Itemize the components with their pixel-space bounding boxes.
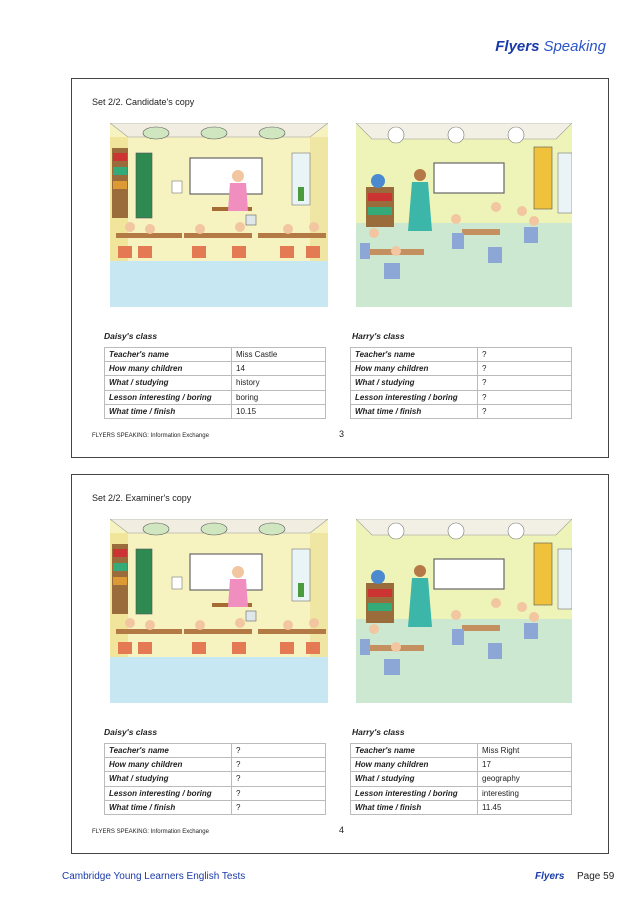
row-label: Lesson interesting / boring [105, 390, 232, 404]
card-footer: FLYERS SPEAKING: Information Exchange [92, 433, 209, 439]
table-row [105, 800, 326, 814]
row-value: ? [478, 362, 572, 376]
row-value: ? [232, 744, 326, 758]
table-row [351, 404, 572, 418]
card-page-number: 3 [339, 429, 345, 439]
row-label: What / studying [351, 376, 478, 390]
card-footer: FLYERS SPEAKING: Information Exchange [92, 829, 209, 835]
row-label: How many children [105, 758, 232, 772]
table-row [351, 348, 572, 362]
set-label: Set 2/2. Examiner's copy [92, 493, 192, 503]
row-label: How many children [351, 362, 478, 376]
info-card-candidate [71, 78, 609, 458]
row-label: Lesson interesting / boring [351, 786, 478, 800]
table-row [105, 786, 326, 800]
table-row [351, 376, 572, 390]
table-row [351, 800, 572, 814]
set-label: Set 2/2. Candidate's copy [92, 97, 195, 107]
row-value: ? [478, 390, 572, 404]
table-row [351, 786, 572, 800]
row-value: 10.15 [232, 404, 326, 418]
row-value: ? [478, 376, 572, 390]
row-value: ? [232, 800, 326, 814]
row-value: ? [478, 348, 572, 362]
harry-info-table [350, 743, 572, 815]
row-label: How many children [351, 758, 478, 772]
table-row [351, 362, 572, 376]
daisy-info-table [104, 347, 326, 419]
harry-class-illustration [356, 123, 572, 307]
harry-info-table [350, 347, 572, 419]
harry-class-title: Harry's class [352, 727, 405, 737]
row-label: Teacher's name [351, 348, 478, 362]
page-number: Page 59 [577, 871, 615, 882]
row-label: What time / finish [105, 800, 232, 814]
row-value: ? [478, 404, 572, 418]
row-label: What / studying [105, 376, 232, 390]
table-row [351, 758, 572, 772]
row-value: Miss Castle [232, 348, 326, 362]
row-label: Lesson interesting / boring [105, 786, 232, 800]
row-label: Teacher's name [105, 348, 232, 362]
row-value: history [232, 376, 326, 390]
row-value: interesting [478, 786, 572, 800]
row-value: Miss Right [478, 744, 572, 758]
row-value: 14 [232, 362, 326, 376]
row-value: ? [232, 772, 326, 786]
row-label: What time / finish [351, 800, 478, 814]
table-row [105, 744, 326, 758]
daisy-class-illustration [110, 123, 328, 307]
daisy-class-title: Daisy's class [104, 727, 158, 737]
daisy-class-illustration [110, 519, 328, 703]
table-row [105, 348, 326, 362]
footer-brand: Flyers [535, 871, 565, 882]
brand-flyers: Flyers [495, 38, 540, 55]
document-footer-title: Cambridge Young Learners English Tests [62, 871, 246, 882]
row-value: 17 [478, 758, 572, 772]
row-label: Teacher's name [105, 744, 232, 758]
row-label: What / studying [105, 772, 232, 786]
table-row [105, 362, 326, 376]
table-row [105, 758, 326, 772]
table-row [351, 744, 572, 758]
row-value: ? [232, 758, 326, 772]
harry-class-illustration [356, 519, 572, 703]
row-value: geography [478, 772, 572, 786]
card-page-number: 4 [339, 825, 345, 835]
harry-class-title: Harry's class [352, 331, 405, 341]
row-label: What time / finish [105, 404, 232, 418]
table-row [105, 404, 326, 418]
row-value: ? [232, 786, 326, 800]
row-label: Lesson interesting / boring [351, 390, 478, 404]
row-label: What / studying [351, 772, 478, 786]
table-row [105, 390, 326, 404]
info-card-examiner [71, 474, 609, 854]
page-header [495, 38, 606, 55]
daisy-info-table [104, 743, 326, 815]
table-row [351, 772, 572, 786]
row-label: What time / finish [351, 404, 478, 418]
table-row [351, 390, 572, 404]
row-label: How many children [105, 362, 232, 376]
row-value: 11.45 [478, 800, 572, 814]
daisy-class-title: Daisy's class [104, 331, 158, 341]
table-row [105, 376, 326, 390]
row-value: boring [232, 390, 326, 404]
table-row [105, 772, 326, 786]
row-label: Teacher's name [351, 744, 478, 758]
header-section: Speaking [543, 38, 606, 55]
